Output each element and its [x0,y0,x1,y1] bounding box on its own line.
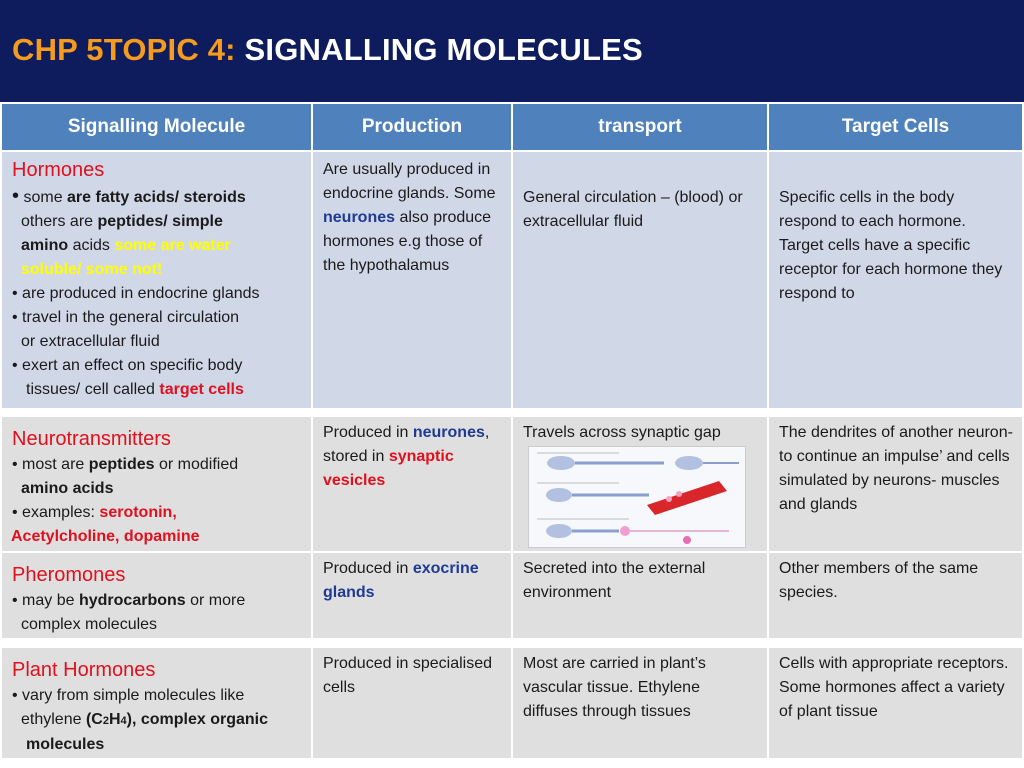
phero-title: Pheromones [12,564,126,586]
title-main: SIGNALLING MOLECULES [244,32,643,67]
hormones-line-3: amino acids some are water [21,237,231,254]
plant-production-cell: Produced in specialised cells [313,648,511,758]
slide-title [12,32,643,68]
phero-line-1: • may be hydrocarbons or more [12,592,246,609]
hormones-line-1: • some are fatty acids/ steroids [12,185,246,207]
plant-line-1: • vary from simple molecules like [12,687,245,704]
neuro-line-3: • examples: serotonin, [12,504,177,521]
hormones-line-2: others are peptides/ simple [21,213,223,230]
hormones-line-8: • exert an effect on specific body [12,357,243,374]
hormones-line-9: tissues/ cell called target cells [26,381,244,398]
phero-molecule-cell [2,553,311,638]
title-prefix: CHP 5TOPIC 4: [12,32,236,67]
neuro-target-cell: The dendrites of another neuron- to continue an impulse’ and cells simulated by neurons- muscles and glands [769,417,1022,551]
header-signalling-molecule: Signalling Molecule [2,104,311,150]
plant-line-2: ethylene (C2H4), complex organic [21,711,269,728]
neuro-line-1: • most are peptides or modified [12,456,239,473]
plant-molecule-cell [2,648,311,758]
plant-line-3: molecules [26,736,105,753]
plant-target-cell: Cells with appropriate receptors. Some hormones affect a variety of plant tissue [769,648,1022,758]
hormones-transport-cell: General circulation – (blood) or extracellular fluid [513,152,767,408]
hormones-target-cell: Specific cells in the body respond to each hormone. Target cells have a specific receptor for each hormone they respond to [769,152,1022,408]
hormones-line-4: soluble/ some not! [21,261,163,278]
hormones-line-5: • are produced in endocrine glands [12,285,260,302]
hormones-line-7: or extracellular fluid [21,333,160,350]
neuro-title: Neurotransmitters [12,428,171,450]
neuro-line-4: Acetylcholine, dopamine [11,528,200,545]
hormones-line-6: • travel in the general circulation [12,309,240,326]
phero-production-cell: Produced in exocrine glands [313,553,511,638]
neuron-diagram-graphic [529,447,745,547]
plant-transport-cell: Most are carried in plant’s vascular tissue. Ethylene diffuses through tissues [513,648,767,758]
neuro-production-cell: Produced in neurones, stored in synaptic vesicles [313,417,511,551]
hormones-molecule-cell [2,152,311,408]
neurotransmitter-diagram [528,446,746,548]
hormones-title: Hormones [12,159,105,181]
neuro-molecule-cell [2,417,311,551]
neuro-transport-cell: Travels across synaptic gap [513,417,767,551]
header-transport: transport [513,104,767,150]
header-target-cells: Target Cells [769,104,1022,150]
phero-transport-cell: Secreted into the external environment [513,553,767,638]
plant-title: Plant Hormones [12,659,156,681]
phero-line-2: complex molecules [21,616,158,633]
neuro-line-2: amino acids [21,480,114,497]
phero-target-cell: Other members of the same species. [769,553,1022,638]
hormones-production-cell: Are usually produced in endocrine glands. Some neurones also produce hormones e.g those of the hypothalamus [313,152,511,408]
header-production: Production [313,104,511,150]
